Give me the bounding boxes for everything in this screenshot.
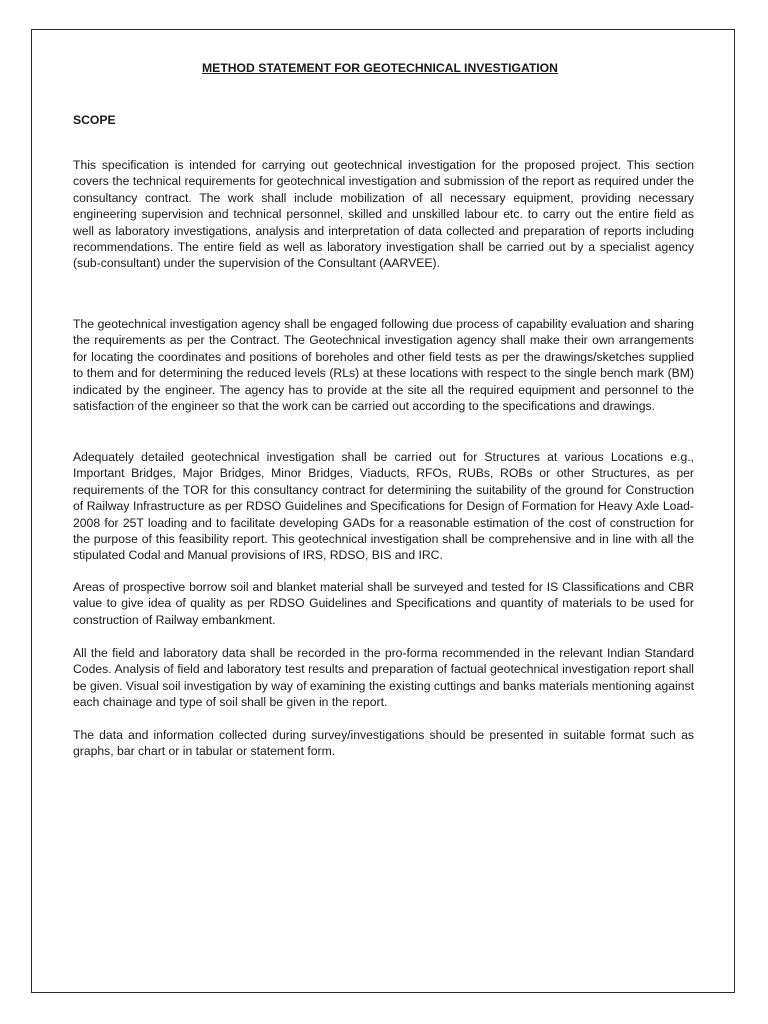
paragraph-structures-investigation: Adequately detailed geotechnical investigation shall be carried out for Structures at various Locations e.g., Important Bridges, Major Bridges, Minor Bridges, Viaducts, RFOs, RUBs, ROBs or other Structures, as per requirements of the TOR for this consultancy contract for determining the suitability of the ground for Construction of Railway Infrastructure as per RDSO Guidelines and Specifications for Design of Formation for Heavy Axle Load-2008 for 25T loading and to facilitate developing GADs for a reasonable estimation of the cost of construction for the purpose of this feasibility report. This geotechnical investigation shall be comprehensive and in line with all the stipulated Codal and Manual provisions of IRS, RDSO, BIS and IRC.: [73, 450, 694, 563]
paragraph-borrow-soil: Areas of prospective borrow soil and blanket material shall be surveyed and tested for IS Classifications and CBR value to give idea of quality as per RDSO Guidelines and Specifications and quantity of materials to be used for construction of Railway embankment.: [73, 580, 694, 627]
paragraph-data-recording: All the field and laboratory data shall be recorded in the pro-forma recommended in the relevant Indian Standard Codes. Analysis of field and laboratory test results and preparation of factual geotechnical investigation report shall be given. Visual soil investigation by way of examining the existing cuttings and banks materials mentioning against each chainage and type of soil shall be given in the report.: [73, 646, 695, 710]
section-heading-scope: SCOPE: [73, 113, 116, 127]
paragraph-specification-intent: This specification is intended for carrying out geotechnical investigation for the proposed project. This section covers the technical requirements for geotechnical investigation and submission of the report as required under the consultancy contract. The work shall include mobilization of all necessary equipment, providing necessary engineering supervision and technical personnel, skilled and unskilled labour etc. to carry out the entire field as well as laboratory investigations, analysis and interpretation of data collected and preparation of reports including recommendations. The entire field as well as laboratory investigation shall be carried out by a specialist agency (sub-consultant) under the supervision of the Consultant (AARVEE).: [73, 158, 694, 271]
document-title: METHOD STATEMENT FOR GEOTECHNICAL INVESTIGATION: [202, 61, 558, 75]
paragraph-data-presentation: The data and information collected during survey/investigations should be presented in suitable format such as graphs, bar chart or in tabular or statement form.: [73, 728, 694, 759]
paragraph-agency-engagement: The geotechnical investigation agency shall be engaged following due process of capability evaluation and sharing the requirements as per the Contract. The Geotechnical investigation agency shall make their own arrangements for locating the coordinates and positions of boreholes and other field tests as per the drawings/sketches supplied to them and for determining the reduced levels (RLs) at these locations with respect to the single bench mark (BM) indicated by the engineer. The agency has to provide at the site all the required equipment and personnel to the satisfaction of the engineer so that the work can be carried out according to the specifications and drawings.: [73, 317, 694, 414]
